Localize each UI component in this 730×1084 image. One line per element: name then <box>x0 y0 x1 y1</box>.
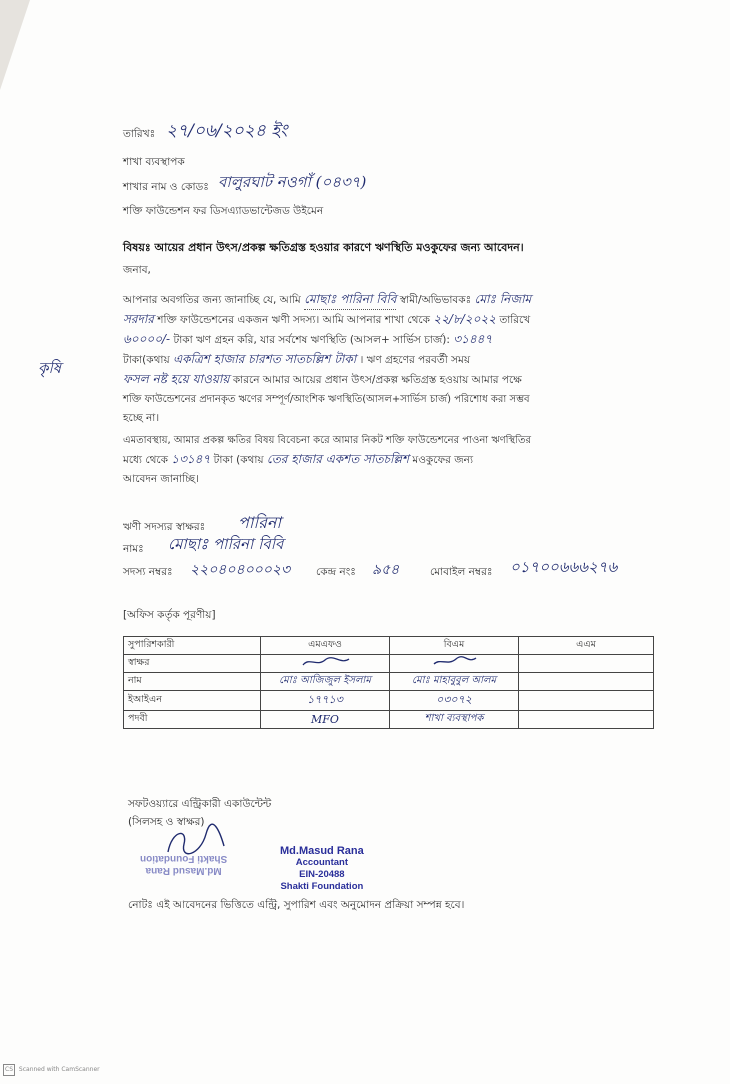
member-no-label: সদস্য নম্বরঃ <box>123 566 173 578</box>
reason-value: ফসল নষ্ট হয়ে যাওয়ায় <box>123 372 230 386</box>
office-heading: [অফিস কর্তৃক পূরণীয়] <box>123 609 216 621</box>
folded-corner <box>0 0 30 90</box>
row-label: স্বাক্ষর <box>124 655 261 673</box>
recipient-title: শাখা ব্যবস্থাপক <box>123 156 185 168</box>
p2-text-b: মধ্যে থেকে <box>123 454 168 466</box>
p1-text-g: । ঋণ গ্রহণের পরবর্তী সময় <box>359 354 471 366</box>
p1-text-d: তারিখে <box>499 314 531 326</box>
p2-text-a: এমতাবস্থায়, আমার প্রকল্প ক্ষতির বিষয় বিবেচনা করে আমার নিকট শক্তি ফাউন্ডেশনের পাওনা ঋণস্থিতির <box>123 435 532 446</box>
stamp-title: Accountant <box>295 857 348 868</box>
waiver-amount-value: ১৩১৪৭ <box>171 452 211 466</box>
date-line <box>123 127 155 144</box>
table-header-cell: বিএম <box>390 637 519 655</box>
loan-date-value: ২২/৮/২০২২ <box>433 312 496 326</box>
loan-amount-value: ৬০০০০/- <box>123 332 171 346</box>
am-cell <box>519 691 654 711</box>
bm-signature-mark <box>424 655 484 669</box>
approval-table <box>123 636 654 729</box>
applicant-signature-label: ঋণী সদস্যর স্বাক্ষরঃ <box>123 521 206 533</box>
bm-cell: শাখা ব্যবস্থাপক <box>390 711 519 729</box>
mobile-value: ০১৭০০৬৬৬২৭৬ <box>510 558 618 576</box>
table-header-cell: এএম <box>519 637 654 655</box>
row-label: পদবী <box>124 711 261 729</box>
accountant-label: সফটওয়্যারে এন্ট্রিকারী একাউন্টেন্ট <box>128 798 272 810</box>
mfo-signature-cell <box>261 655 390 673</box>
branch-label: শাখার নাম ও কোডঃ <box>123 181 209 193</box>
table-row <box>124 691 654 711</box>
am-cell <box>519 711 654 729</box>
outstanding-value: ৩১৪৪৭ <box>453 332 493 346</box>
table-row <box>124 673 654 691</box>
table-row <box>124 711 654 729</box>
outstanding-words-value: একত্রিশ হাজার চারশত সাতচল্লিশ টাকা <box>172 352 357 366</box>
paragraph-1 <box>123 290 653 428</box>
p1-text-b: স্বামী/অভিভাবকঃ <box>399 294 472 306</box>
mirrored-stamp-org: Shakti Foundation <box>140 853 228 864</box>
p1-text-f: টাকা(কথায় <box>123 354 170 366</box>
am-cell <box>519 655 654 673</box>
applicant-name-value: মোছাঃ পারিনা বিবি <box>168 535 284 553</box>
member-no-value: ২২০৪০৪০০০২৩ <box>190 562 291 578</box>
member-name-value: মোছাঃ পারিনা বিবি <box>304 290 396 310</box>
scanner-watermark <box>3 1064 100 1076</box>
p2-text-c: টাকা (কথায় <box>213 454 264 466</box>
p1-text-i: শক্তি ফাউন্ডেশনের প্রদানকৃত ঋণের সম্পূর্ণ/আংশিক ঋণস্থিতি(আসল+সার্ভিস চার্জ) পরিশোধ করা সম্ভব <box>123 394 530 405</box>
table-header-cell: সুপারিশকারী <box>124 637 261 655</box>
org-line: শক্তি ফাউন্ডেশন ফর ডিসএ্যাডভান্টেজড উইমেন <box>123 205 324 217</box>
guardian-value-a: মোঃ নিজাম <box>474 292 532 306</box>
mirrored-stamp-impression <box>140 852 227 876</box>
waiver-words-value: তের হাজার একশত সাতচল্লিশ <box>266 452 410 466</box>
table-header-cell: এমএফও <box>261 637 390 655</box>
stamp-name: Md.Masud Rana <box>280 845 364 857</box>
p1-text-j: হচ্ছে না। <box>123 412 160 424</box>
accountant-seal-label: (সিলসহ ও স্বাক্ষর) <box>128 816 205 828</box>
row-label: ইআইএন <box>124 691 261 711</box>
camscanner-icon: CS <box>3 1064 15 1076</box>
p1-text-h: কারনে আমার আয়ের প্রধান উৎস/প্রকল্প ক্ষতিগ্রস্ত হওয়ায় আমার পক্ষে <box>232 374 522 386</box>
mobile-label: মোবাইল নম্বরঃ <box>430 566 493 578</box>
stamp-org: Shakti Foundation <box>280 881 364 892</box>
subject-line: বিষয়ঃ আয়ের প্রধান উৎস/প্রকল্প ক্ষতিগ্রস্ত হওয়ার কারণে ঋণস্থিতি মওকুফের জন্য আবেদন। <box>123 241 524 254</box>
am-cell <box>519 673 654 691</box>
p2-text-e: আবেদন জানাচ্ছি। <box>123 473 199 485</box>
bm-cell: ০৩০৭২ <box>390 691 519 711</box>
bm-signature-cell <box>390 655 519 673</box>
p1-text-a: আপনার অবগতির জন্য জানাচ্ছি যে, আমি <box>123 294 301 306</box>
guardian-value-b: সরদার <box>123 312 154 326</box>
p1-text-e: টাকা ঋণ গ্রহন করি, যার সর্বশেষ ঋণস্থিতি (আসল+ সার্ভিস চার্জ): <box>173 334 450 346</box>
branch-value: বালুরঘাট নওগাঁ (০৪৩৭) <box>218 173 367 191</box>
center-no-label: কেন্দ্র নংঃ <box>316 566 356 578</box>
paragraph-2 <box>123 431 653 489</box>
date-value: ২৭/০৬/২০২৪ ইং <box>166 121 288 141</box>
table-header-row <box>124 637 654 655</box>
accountant-stamp <box>280 845 364 893</box>
row-label: নাম <box>124 673 261 691</box>
p1-text-c: শক্তি ফাউন্ডেশনের একজন ঋণী সদস্য। আমি আপনার শাখা থেকে <box>157 314 430 326</box>
bm-cell: মোঃ মাহাবুবুল আলম <box>390 673 519 691</box>
mfo-signature-mark <box>295 655 355 669</box>
mfo-cell: মোঃ আজিজুল ইসলাম <box>261 673 390 691</box>
mirrored-stamp-name: Md.Masud Rana <box>145 865 222 876</box>
reason-margin-note: কৃষি <box>38 359 62 377</box>
center-no-value: ৯৫৪ <box>372 562 400 578</box>
note-line: নোটঃ এই আবেদনের ভিত্তিতে এন্ট্রি, সুপারিশ এবং অনুমোদন প্রক্রিয়া সম্পন্ন হবে। <box>128 899 465 911</box>
mfo-cell: ১৭৭১৩ <box>261 691 390 711</box>
salutation: জনাব, <box>123 264 151 276</box>
date-label: তারিখঃ <box>123 128 156 140</box>
mfo-cell: MFO <box>261 711 390 729</box>
stamp-ein: EIN-20488 <box>299 869 345 880</box>
applicant-name-label: নামঃ <box>123 543 144 555</box>
table-row <box>124 655 654 673</box>
scanner-text: Scanned with CamScanner <box>18 1066 100 1073</box>
p2-text-d: মওকুফের জন্য <box>412 454 473 466</box>
applicant-signature: পারিনা <box>238 513 282 532</box>
